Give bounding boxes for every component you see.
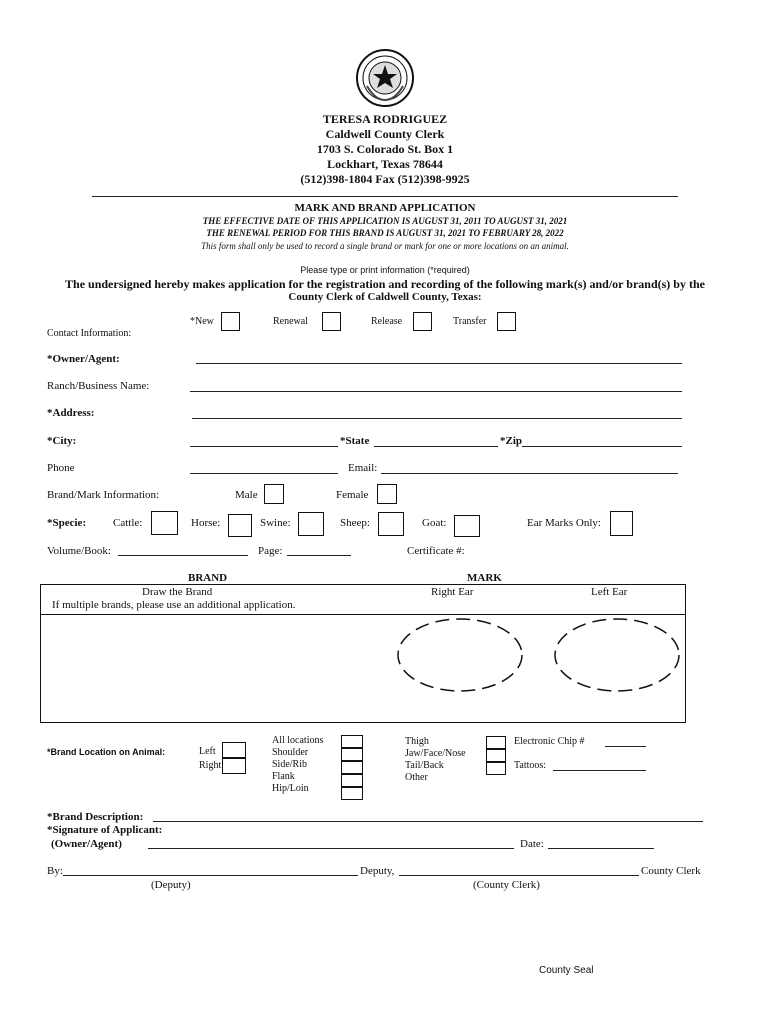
- cattle-label: Cattle:: [113, 517, 143, 529]
- email-label: Email:: [348, 462, 378, 474]
- loc-flank-checkbox[interactable]: [341, 774, 363, 787]
- brand-location-label: *Brand Location on Animal:: [47, 747, 166, 757]
- tattoos-input[interactable]: [553, 770, 646, 771]
- county-clerk-paren-label: (County Clerk): [473, 879, 540, 891]
- email-input[interactable]: [381, 473, 678, 474]
- form-title: MARK AND BRAND APPLICATION: [294, 202, 476, 214]
- chip-input[interactable]: [605, 746, 646, 747]
- county-seal-label: County Seal: [539, 965, 594, 976]
- left-side-checkbox[interactable]: [222, 742, 246, 758]
- header-divider: [92, 196, 678, 197]
- owner-input[interactable]: [196, 363, 682, 364]
- address-label: *Address:: [47, 407, 95, 419]
- release-checkbox[interactable]: [413, 312, 432, 331]
- female-checkbox[interactable]: [377, 484, 397, 504]
- loc-tail-checkbox[interactable]: [486, 762, 506, 775]
- male-label: Male: [235, 489, 258, 501]
- transfer-checkbox[interactable]: [497, 312, 516, 331]
- renewal-checkbox[interactable]: [322, 312, 341, 331]
- new-label: *New: [190, 316, 214, 327]
- volume-book-label: Volume/Book:: [47, 545, 111, 557]
- clerk-address2: Lockhart, Texas 78644: [327, 157, 443, 171]
- state-input[interactable]: [374, 446, 498, 447]
- city-input[interactable]: [190, 446, 338, 447]
- goat-checkbox[interactable]: [454, 515, 480, 537]
- deputy-comma-label: Deputy,: [360, 865, 395, 877]
- left-ear-label: Left Ear: [591, 586, 628, 598]
- brand-heading: BRAND: [188, 572, 228, 584]
- right-side-label: Right: [199, 760, 222, 771]
- deputy-input[interactable]: [63, 875, 358, 876]
- texas-seal-icon: [355, 48, 415, 108]
- loc-hip-loin-checkbox[interactable]: [341, 787, 363, 800]
- zip-label: *Zip: [500, 435, 523, 447]
- sheep-label: Sheep:: [340, 517, 370, 529]
- ear-marks-checkbox[interactable]: [610, 511, 633, 536]
- contact-info-label: Contact Information:: [47, 328, 132, 339]
- owner-label: *Owner/Agent:: [47, 353, 120, 365]
- right-side-checkbox[interactable]: [222, 758, 246, 774]
- loc-shoulder: Shoulder: [272, 747, 309, 758]
- release-label: Release: [371, 316, 403, 327]
- intro-line2: County Clerk of Caldwell County, Texas:: [288, 291, 482, 303]
- loc-all-checkbox[interactable]: [341, 735, 363, 748]
- loc-side-rib: Side/Rib: [272, 759, 308, 770]
- left-side-label: Left: [199, 746, 216, 757]
- owner-agent-label: (Owner/Agent): [51, 838, 122, 850]
- sheep-checkbox[interactable]: [378, 512, 404, 536]
- multiple-brands-note: If multiple brands, please use an additional application.: [52, 599, 296, 611]
- zip-input[interactable]: [522, 446, 682, 447]
- certificate-label: Certificate #:: [407, 545, 465, 557]
- renewal-label: Renewal: [273, 316, 308, 327]
- volume-book-input[interactable]: [118, 555, 248, 556]
- address-input[interactable]: [192, 418, 682, 419]
- signature-input[interactable]: [148, 848, 514, 849]
- clerk-name: TERESA RODRIGUEZ: [322, 112, 448, 126]
- intro-line1: The undersigned hereby makes application for the registration and recording of the following mark(s) and/or brand(s) by the: [65, 277, 705, 291]
- renewal-period: THE RENEWAL PERIOD FOR THIS BRAND IS AUGUST 31, 2021 TO FEBRUARY 28, 2022: [206, 228, 564, 238]
- clerk-phone: (512)398-1804 Fax (512)398-9925: [300, 172, 470, 186]
- page-input[interactable]: [287, 555, 351, 556]
- specie-label: *Specie:: [47, 517, 87, 529]
- page-label: Page:: [258, 545, 283, 557]
- swine-label: Swine:: [260, 517, 291, 529]
- mark-heading: MARK: [467, 572, 502, 584]
- right-ear-label: Right Ear: [431, 586, 474, 598]
- county-clerk-label: County Clerk: [641, 865, 701, 877]
- loc-shoulder-checkbox[interactable]: [341, 748, 363, 761]
- ranch-input[interactable]: [190, 391, 682, 392]
- right-ear-oval[interactable]: [395, 616, 525, 694]
- chip-label: Electronic Chip #: [514, 736, 585, 747]
- loc-tail-back: Tail/Back: [405, 760, 444, 771]
- left-ear-oval[interactable]: [552, 616, 682, 694]
- by-label: By:: [47, 865, 63, 877]
- signature-label: *Signature of Applicant:: [47, 824, 163, 836]
- loc-jaw-face-nose: Jaw/Face/Nose: [405, 748, 466, 759]
- cattle-checkbox[interactable]: [151, 511, 178, 535]
- phone-input[interactable]: [190, 473, 338, 474]
- brand-info-label: Brand/Mark Information:: [47, 489, 160, 501]
- date-label: Date:: [520, 838, 544, 850]
- horse-label: Horse:: [191, 517, 221, 529]
- brand-drawing-area[interactable]: [40, 614, 390, 720]
- loc-other: Other: [405, 772, 428, 783]
- goat-label: Goat:: [422, 517, 447, 529]
- state-label: *State: [340, 435, 370, 447]
- horse-checkbox[interactable]: [228, 514, 252, 537]
- deputy-paren-label: (Deputy): [151, 879, 191, 891]
- male-checkbox[interactable]: [264, 484, 284, 504]
- brand-description-label: *Brand Description:: [47, 811, 144, 823]
- clerk-address1: 1703 S. Colorado St. Box 1: [316, 142, 454, 156]
- loc-thigh: Thigh: [405, 736, 429, 747]
- loc-all: All locations: [272, 735, 324, 746]
- city-label: *City:: [47, 435, 77, 447]
- loc-hip-loin: Hip/Loin: [272, 783, 309, 794]
- county-clerk-input[interactable]: [399, 875, 639, 876]
- female-label: Female: [336, 489, 369, 501]
- brand-description-input[interactable]: [153, 821, 703, 822]
- loc-thigh-checkbox[interactable]: [486, 736, 506, 749]
- new-checkbox[interactable]: [221, 312, 240, 331]
- transfer-label: Transfer: [453, 316, 487, 327]
- loc-jaw-checkbox[interactable]: [486, 749, 506, 762]
- ranch-label: Ranch/Business Name:: [47, 380, 150, 392]
- ear-marks-label: Ear Marks Only:: [527, 517, 601, 529]
- form-note: This form shall only be used to record a single brand or mark for one or more locations on an animal.: [201, 241, 569, 251]
- draw-brand-label: Draw the Brand: [142, 586, 213, 598]
- please-type: Please type or print information (*required): [300, 265, 470, 275]
- date-input[interactable]: [548, 848, 654, 849]
- loc-side-rib-checkbox[interactable]: [341, 761, 363, 774]
- clerk-office: Caldwell County Clerk: [325, 127, 445, 141]
- phone-label: Phone: [47, 462, 75, 474]
- tattoos-label: Tattoos:: [514, 760, 547, 771]
- loc-flank: Flank: [272, 771, 295, 782]
- effective-date: THE EFFECTIVE DATE OF THIS APPLICATION IS AUGUST 31, 2011 TO AUGUST 31, 2021: [202, 216, 568, 226]
- swine-checkbox[interactable]: [298, 512, 324, 536]
